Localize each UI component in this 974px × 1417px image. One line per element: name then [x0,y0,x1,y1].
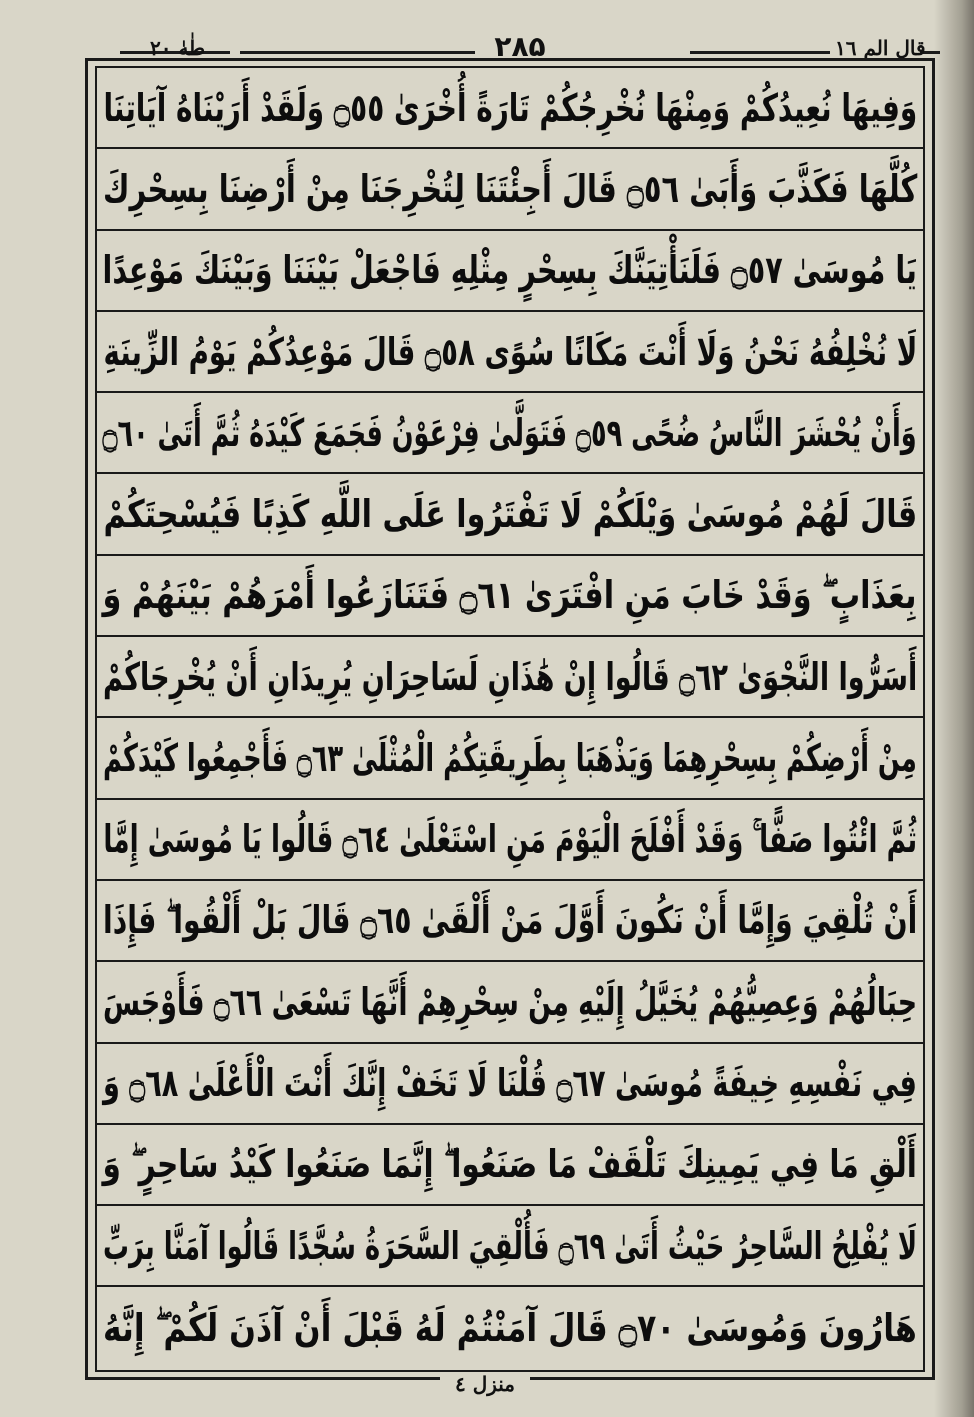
line-text: أَسَرُّوا النَّجْوَىٰ ۝٦٢ قَالُوا إِنْ هَٰذَانِ لَسَاحِرَانِ يُرِيدَانِ أَنْ يُخْرِجَاكُمْ [102,654,918,699]
text-line [97,881,923,962]
page-number: ۲۸۵ [475,30,565,63]
line-text: وَأَنْ يُحْشَرَ النَّاسُ ضُحًى ۝٥٩ فَتَوَلَّىٰ فِرْعَوْنُ فَجَمَعَ كَيْدَهُ ثُمَّ أَتَىٰ ۝٦٠ [102,410,918,455]
line-text: أَلْقِ مَا فِي يَمِينِكَ تَلْقَفْ مَا صَنَعُوا ۖ إِنَّمَا صَنَعُوا كَيْدُ سَاحِرٍ ۖ وَ [102,1142,918,1186]
surah-label: طٰهٰ ٢٠ [150,36,206,60]
verse-lines [97,68,923,1370]
line-text: مِنْ أَرْضِكُمْ بِسِحْرِهِمَا وَيَذْهَبَا بِطَرِيقَتِكُمُ الْمُثْلَىٰ ۝٦٣ فَأَجْمِعُوا كَيْدَكُمْ [103,736,917,781]
line-text: لَا يُفْلِحُ السَّاحِرُ حَيْثُ أَتَىٰ ۝٦٩ فَأُلْقِيَ السَّحَرَةُ سُجَّدًا قَالُوا آمَنَّا بِرَبِّ [102,1223,918,1268]
line-text: قَالَ لَهُمْ مُوسَىٰ وَيْلَكُمْ لَا تَفْتَرُوا عَلَى اللَّهِ كَذِبًا فَيُسْحِتَكُمْ [103,492,917,537]
page-binding-shadow [934,0,974,1417]
text-line [97,68,923,149]
header-rule-middle-right [690,51,830,54]
text-line [97,149,923,230]
text-line [97,1044,923,1125]
manzil-label: منزل ٤ [440,1372,530,1396]
text-line [97,312,923,393]
juz-label: قال الم ١٦ [835,36,926,60]
text-line [97,962,923,1043]
text-line [97,718,923,799]
text-line [97,637,923,718]
line-text: فِي نَفْسِهِ خِيفَةً مُوسَىٰ ۝٦٧ قُلْنَا لَا تَخَفْ إِنَّكَ أَنْتَ الْأَعْلَىٰ ۝٦٨ وَ [103,1061,917,1106]
text-line [97,1206,923,1287]
text-line [97,393,923,474]
text-line [97,231,923,312]
line-text: كُلَّهَا فَكَذَّبَ وَأَبَىٰ ۝٥٦ قَالَ أَجِئْتَنَا لِتُخْرِجَنَا مِنْ أَرْضِنَا بِسِحْرِكَ [102,166,918,211]
text-line [97,556,923,637]
text-line [97,1287,923,1368]
line-text: حِبَالُهُمْ وَعِصِيُّهُمْ يُخَيَّلُ إِلَيْهِ مِنْ سِحْرِهِمْ أَنَّهَا تَسْعَىٰ ۝٦٦ فَأَوْجَسَ [102,979,918,1024]
line-text: لَا نُخْلِفُهُ نَحْنُ وَلَا أَنْتَ مَكَانًا سُوًى ۝٥٨ قَالَ مَوْعِدُكُمْ يَوْمُ الزِّينَةِ [103,329,917,374]
line-text: ثُمَّ ائْتُوا صَفًّا ۚ وَقَدْ أَفْلَحَ الْيَوْمَ مَنِ اسْتَعْلَىٰ ۝٦٤ قَالُوا يَا مُوسَىٰ إِمَّا [103,816,917,861]
line-text: وَفِيهَا نُعِيدُكُمْ وَمِنْهَا نُخْرِجُكُمْ تَارَةً أُخْرَىٰ ۝٥٥ وَلَقَدْ أَرَيْنَاهُ آيَاتِنَا [103,85,917,130]
line-text: يَا مُوسَىٰ ۝٥٧ فَلَنَأْتِيَنَّكَ بِسِحْرٍ مِثْلِهِ فَاجْعَلْ بَيْنَنَا وَبَيْنَكَ مَوْعِدًا [102,248,918,293]
line-text: هَارُونَ وَمُوسَىٰ ۝٧٠ قَالَ آمَنْتُمْ لَهُ قَبْلَ أَنْ آذَنَ لَكُمْ ۖ إِنَّهُ [103,1305,917,1350]
line-text: بِعَذَابٍ ۖ وَقَدْ خَابَ مَنِ افْتَرَىٰ ۝٦١ فَتَنَازَعُوا أَمْرَهُمْ بَيْنَهُمْ وَ [102,572,917,617]
text-line [97,800,923,881]
text-line [97,474,923,555]
line-text: أَنْ تُلْقِيَ وَإِمَّا أَنْ نَكُونَ أَوَّلَ مَنْ أَلْقَىٰ ۝٦٥ قَالَ بَلْ أَلْقُوا ۖ فَإِذَا [102,898,918,943]
text-line [97,1125,923,1206]
